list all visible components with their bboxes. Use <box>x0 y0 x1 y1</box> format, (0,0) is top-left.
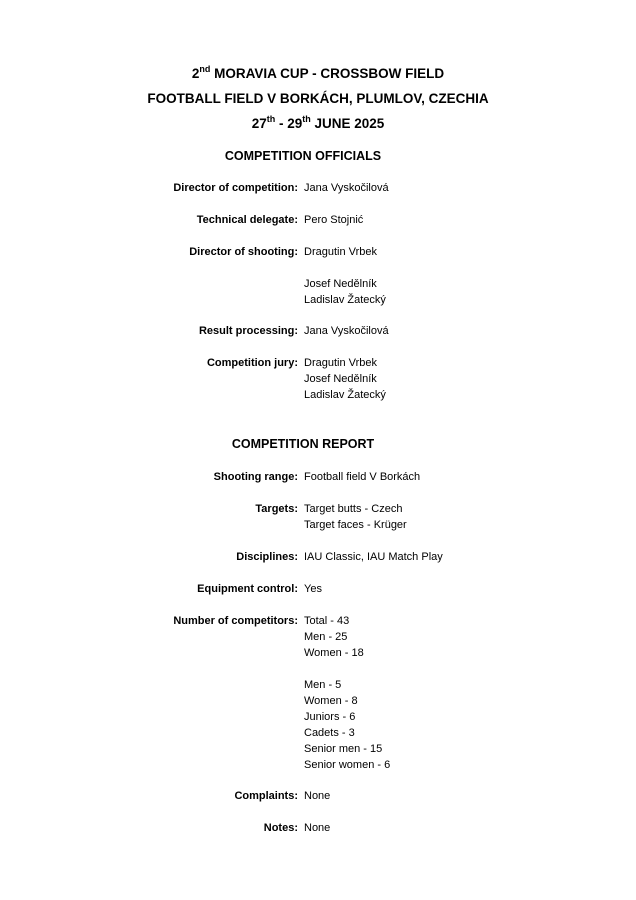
complaints-value-block <box>304 788 604 804</box>
equipment-control-label: Equipment control: <box>197 583 298 595</box>
competition-jury-value-block <box>304 355 604 403</box>
director-of-competition-value: Jana Vyskočilová <box>304 182 389 194</box>
competitor-total: Men - 25 <box>304 631 348 643</box>
jury-member: Ladislav Žatecký <box>304 389 386 401</box>
complaints-label: Complaints: <box>234 790 298 802</box>
title-line-2: FOOTBALL FIELD V BORKÁCH, PLUMLOV, CZECHIA <box>147 91 489 106</box>
disciplines-label: Disciplines: <box>236 551 298 563</box>
technical-delegate-label: Technical delegate: <box>196 214 298 226</box>
director-of-competition-value-block <box>304 180 604 196</box>
title-line-1 <box>0 63 636 82</box>
complaints-value: None <box>304 790 331 802</box>
notes-value-block <box>304 820 604 836</box>
shooting-assistant: Ladislav Žatecký <box>304 294 386 306</box>
technical-delegate-value: Pero Stojnić <box>304 214 364 226</box>
disciplines-value-block <box>304 549 604 565</box>
end-day: 29 <box>287 116 303 131</box>
competitor-total: Total - 43 <box>304 615 350 627</box>
shooting-range-label: Shooting range: <box>213 471 298 483</box>
start-day: 27 <box>251 116 267 131</box>
start-day-suffix: th <box>266 113 276 124</box>
number-of-competitors-value-block <box>304 613 604 773</box>
notes-label: Notes: <box>263 822 298 834</box>
technical-delegate-value-block <box>304 212 604 228</box>
report-heading: COMPETITION REPORT <box>231 437 375 451</box>
director-of-shooting-value: Dragutin Vrbek <box>304 246 377 258</box>
targets-value-block <box>304 501 604 533</box>
officials-heading: COMPETITION OFFICIALS <box>224 149 382 163</box>
disciplines-value: IAU Classic, IAU Match Play <box>304 551 443 563</box>
result-processing-label: Result processing: <box>198 325 298 337</box>
result-processing-value-block <box>304 323 604 339</box>
competitor-total: Women - 18 <box>304 647 364 659</box>
month-year: JUNE 2025 <box>310 116 385 131</box>
director-of-competition-label: Director of competition: <box>173 182 298 194</box>
target-butts-value: Target butts - Czech <box>304 503 403 515</box>
competitor-category: Senior women - 6 <box>304 759 391 771</box>
date-separator: - <box>275 116 288 131</box>
result-processing-value: Jana Vyskočilová <box>304 325 389 337</box>
shooting-range-value-block <box>304 469 604 485</box>
ordinal-number: 2 <box>191 66 200 81</box>
jury-member: Dragutin Vrbek <box>304 357 377 369</box>
ordinal-suffix: nd <box>199 63 211 74</box>
competitor-category: Men - 5 <box>304 679 342 691</box>
equipment-control-value-block <box>304 581 604 597</box>
director-of-shooting-value-block <box>304 244 604 308</box>
target-faces-value: Target faces - Krüger <box>304 519 407 531</box>
shooting-range-value: Football field V Borkách <box>304 471 421 483</box>
end-day-suffix: th <box>302 113 311 124</box>
title-line-3 <box>0 113 636 132</box>
competition-jury-label: Competition jury: <box>206 357 298 369</box>
equipment-control-value: Yes <box>304 583 322 595</box>
competitor-category: Cadets - 3 <box>304 727 355 739</box>
competitor-category: Senior men - 15 <box>304 743 383 755</box>
competitor-category: Women - 8 <box>304 695 358 707</box>
number-of-competitors-label: Number of competitors: <box>173 615 298 627</box>
event-name: MORAVIA CUP - CROSSBOW FIELD <box>210 66 445 81</box>
notes-value: None <box>304 822 331 834</box>
director-of-shooting-label: Director of shooting: <box>189 246 298 258</box>
competitor-category: Juniors - 6 <box>304 711 356 723</box>
jury-member: Josef Nedělník <box>304 373 377 385</box>
targets-label: Targets: <box>255 503 298 515</box>
shooting-assistant: Josef Nedělník <box>304 278 377 290</box>
